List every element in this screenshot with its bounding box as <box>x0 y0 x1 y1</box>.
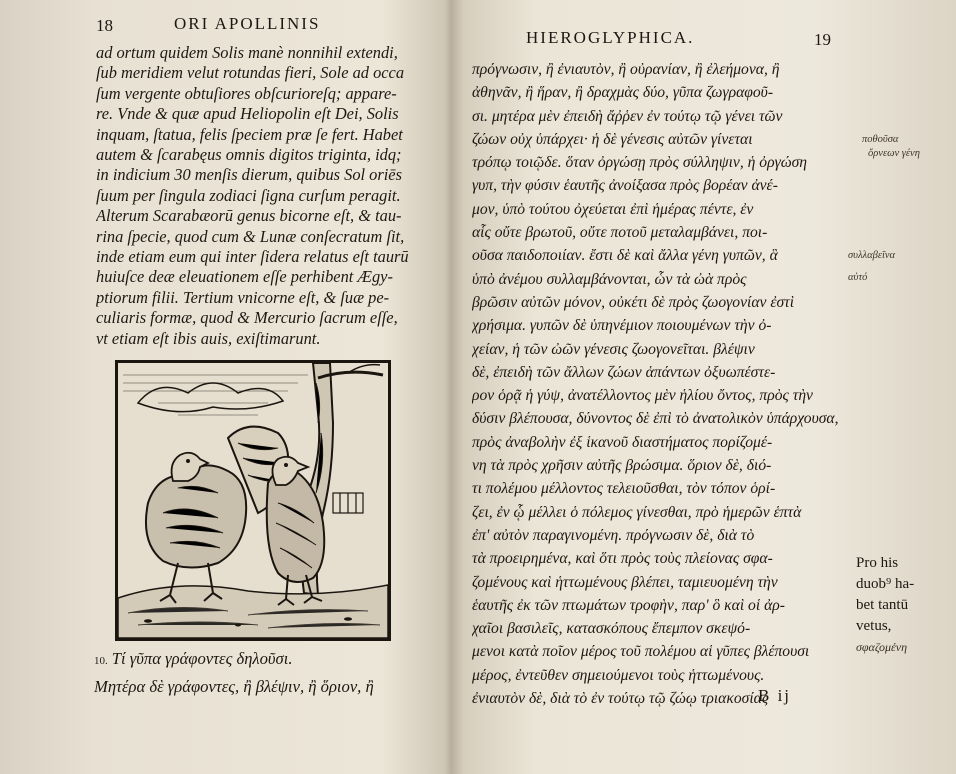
text-line: χείαν, ἡ τῶν ὠῶν γένεσις ζωογονεῖται. βλέψιν <box>472 340 755 358</box>
text-line: re. Vnde & quæ apud Heliopolin eſt Dei, Solis <box>96 104 399 124</box>
text-line: ἐπ' αὐτὸν παραγινομένη. πρόγνωσιν δὲ, διὰ τὸ <box>472 526 755 544</box>
page-number-right: 19 <box>814 30 831 49</box>
text-line: ζει, ἐν ᾧ μέλλει ὁ πόλεμος γίνεσθαι, πρὸ ἡμερῶν ἑπτὰ <box>472 503 802 521</box>
margin-note-line: bet tantū <box>856 597 909 613</box>
running-head-right: HIEROGLYPHICA. <box>526 28 695 47</box>
margin-note-line: duob⁹ ha- <box>856 576 915 592</box>
text-line: τρόπῳ τοιῷδε. ὅταν ὀργώσῃ πρὸς σύλληψιν, ἡ ὀργώση <box>472 154 808 172</box>
text-line: ἀθηνᾶν, ἢ ἥραν, ἢ δραχμὰς δύο, γῦπα ζωγραφοῦ- <box>472 84 774 102</box>
text-line: ζώων οὐχ ὑπάρχει· ἡ δὲ γένεσις αὐτῶν γίνεται <box>472 130 753 148</box>
text-line: ἐνιαυτὸν δὲ, διὰ τὸ ἐν τούτῳ τῷ ζώῳ τριακοσίας <box>472 690 769 708</box>
vulture-woodcut <box>115 360 391 641</box>
text-line: νη τὰ πρὸς χρῆσιν αὐτῆς βρώσιμα. ὅριον δὲ, διό- <box>472 457 772 475</box>
greek-body-text <box>472 58 852 710</box>
text-line: ad ortum quidem Solis manè nonnihil extendi, <box>96 43 398 62</box>
text-line: culiaris formæ, quod & Mercurio ſacrum eſſe, <box>96 308 398 328</box>
text-line: βρῶσιν αὐτῶν μόνον, οὐκέτι δὲ πρὸς ζωογονίαν ἐστὶ <box>472 293 795 311</box>
caption-title: Τί γῦπα γράφοντες δηλοῦσι. <box>111 649 293 668</box>
left-page <box>0 0 450 774</box>
text-line: ſum vergente obtuſiores obſcurioreſq; appare- <box>96 83 397 103</box>
margin-note-line: Pro his <box>856 555 899 571</box>
caption-line <box>94 646 439 674</box>
text-line: vt etiam eſt ibis auis, exiſtimarunt. <box>96 328 321 348</box>
latin-body-text <box>96 43 438 349</box>
text-line: ſuum per ſingula zodiaci ſigna curſum peragit. <box>96 185 401 205</box>
text-line: Alterum Scarabæorū genus bicorne eſt, & tau- <box>96 206 402 226</box>
text-line: inde etiam eum qui inter ſidera relatus eſt taurū <box>96 247 409 267</box>
caption-line: Μητέρα δὲ γράφοντες, ἢ βλέψιν, ἢ ὅριον, ἢ <box>94 677 374 696</box>
text-line: ptiorum filii. Tertium vnicorne eſt, & ſuæ pe- <box>96 287 390 307</box>
text-line: ζομένους καὶ ἡττωμένους βλέπει, ταμιευομένη τὴν <box>472 573 778 591</box>
text-line: αἷς οὔτε βρωτοῦ, οὔτε ποτοῦ μεταλαμβάνει, ποι- <box>472 224 768 242</box>
text-line: δὲ, ἐπειδὴ τῶν ἄλλων ζώων ἁπάντων ὀξυωπέστε- <box>472 363 776 381</box>
text-line: ἑαυτῆς ἐκ τῶν πτωμάτων τροφὴν, παρ' ὃ καὶ οἱ ἀρ- <box>472 596 785 614</box>
page-number-left: 18 <box>96 16 113 35</box>
handwritten-note: συλλαβεῖνα <box>848 250 896 261</box>
signature-mark: B ij <box>758 686 792 705</box>
handwritten-note: ποθοῦσα <box>862 134 899 145</box>
text-line: χρήσιμα. γυπῶν δὲ ὑπηνέμιον ποιουμένων τὴν ὀ- <box>472 317 772 335</box>
running-head-left: ORI APOLLINIS <box>174 14 321 33</box>
text-line: inquam, ſtatua, felis ſpeciem præ ſe fert. Habet <box>96 124 403 144</box>
text-line: μον, ὑπὸ τούτου ὀχεύεται ἐπὶ ἡμέρας πέντε, ἐν <box>472 200 754 218</box>
text-line: τὰ προειρημένα, καὶ ὅτι πρὸς τοὺς πλείονας σφα- <box>472 550 773 568</box>
text-line: πρόγνωσιν, ἢ ἐνιαυτὸν, ἢ οὐρανίαν, ἢ ἐλεήμονα, ἢ <box>472 61 780 78</box>
text-line: μέρος, ἐντεῦθεν σημειούμενοι τοὺς ἡττωμένους. <box>472 666 765 684</box>
margin-note-line: vetus, <box>856 618 892 634</box>
margin-note <box>856 553 952 658</box>
text-line: ὑπὸ ἀνέμου συλλαμβάνονται, ὧν τὰ ὠὰ πρὸς <box>472 270 747 288</box>
handwritten-note: ὄρνεων γένη <box>868 148 920 159</box>
text-line: huiuſce deæ eleuationem eſſe perhibent Ægy- <box>96 267 393 287</box>
text-line: ſub meridiem velut rotundas fieri, Sole ad occa <box>96 63 405 83</box>
woodcut-caption <box>94 646 439 700</box>
text-line: οῦσα παιδοποιίαν. ἔστι δὲ καὶ ἄλλα γένη γυπῶν, ἃ <box>472 247 778 265</box>
text-line: autem & ſcarabęus omnis digitos triginta, idq; <box>96 145 402 165</box>
text-line: in indicium 30 menſis dierum, quibus Sol oriēs <box>96 165 402 185</box>
handwritten-note: αὐτό <box>848 272 868 283</box>
text-line: γυπ, τὴν φύσιν ἑαυτῆς ἀνοίξασα πρὸς βορέαν ἀνέ- <box>472 177 778 195</box>
text-line: χαῖοι βασιλεῖς, κατασκόπους ἔπεμπον σκεψό- <box>472 620 751 638</box>
text-line: ρον ὁρᾷ ἡ γύψ, ἀνατέλλοντος μὲν ἡλίου ὄντος, πρὸς τὴν <box>472 387 813 405</box>
margin-note-handwritten: σφαζομένη <box>856 640 908 654</box>
text-line: σι. μητέρα μὲν ἐπειδὴ ἄῤῥεν ἐν τούτῳ τῷ γένει τῶν <box>472 107 783 125</box>
text-line: πρὸς ἀναβολὴν ἐξ ἱκανοῦ διαστήματος πορίζομέ- <box>472 433 773 451</box>
text-line: μενοι κατὰ ποῖον μέρος τοῦ πολέμου αἱ γῦπες βλέπουσι <box>472 643 810 661</box>
text-line: τι πολέμου μέλλοντος τελειοῦσθαι, τὸν τόπον ὁρί- <box>472 480 776 498</box>
caption-number: 10. <box>94 655 108 667</box>
text-line: δύσιν βλέπουσα, δύνοντος δὲ ἐπὶ τὸ ἀνατολικὸν ὑπάρχουσα, <box>472 410 839 428</box>
text-line: rina ſpecie, quod cum & Lunæ conſecratum ſit, <box>96 226 405 246</box>
